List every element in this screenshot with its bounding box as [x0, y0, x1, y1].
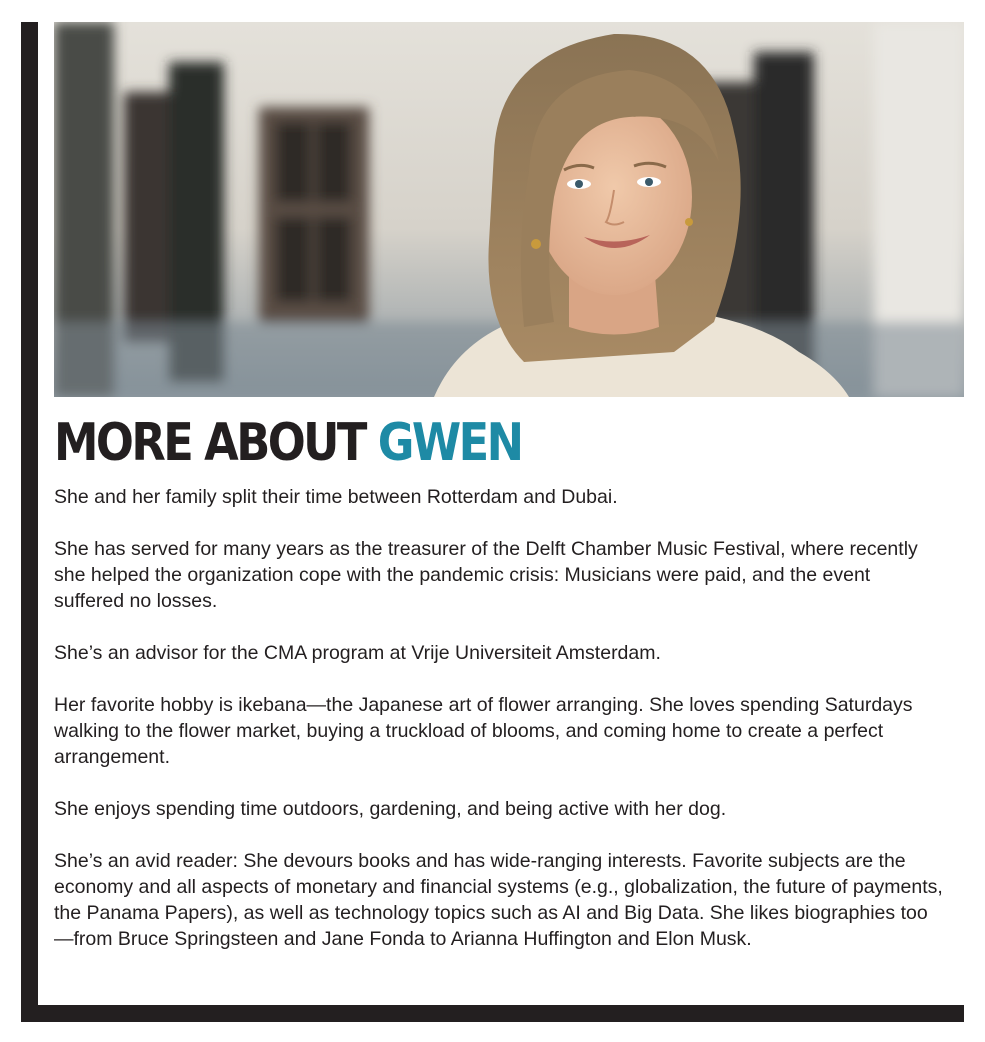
portrait-photo — [54, 22, 964, 397]
paragraph: She’s an avid reader: She devours books and has wide-ranging interests. Favorite subjects are the economy and all aspects of monetary and financial systems (e.g., globalization, the future of payments, the Panama Papers), as well as technology topics such as AI and Big Data. She likes biographies too—from Bruce Springsteen and Jane Fonda to Arianna Huffington and Elon Musk. — [54, 850, 943, 950]
paragraph: Her favorite hobby is ikebana—the Japanese art of flower arranging. She loves spending Saturdays walking to the flower market, buying a truckload of blooms, and coming home to create a perfect arrangement. — [54, 694, 913, 768]
paragraph: She has served for many years as the treasurer of the Delft Chamber Music Festival, where recently she helped the organization cope with the pandemic crisis: Musicians were paid, and the event suffered no losses. — [54, 538, 918, 612]
biography-text — [54, 484, 944, 978]
portrait-photo-illustration — [54, 22, 964, 397]
bottom-border-bar — [21, 1005, 964, 1022]
paragraph: She’s an advisor for the CMA program at Vrije Universiteit Amsterdam. — [54, 642, 661, 664]
left-border-bar — [21, 22, 38, 1022]
paragraph: She and her family split their time between Rotterdam and Dubai. — [54, 486, 618, 508]
section-heading — [54, 412, 521, 474]
paragraph: She enjoys spending time outdoors, gardening, and being active with her dog. — [54, 798, 727, 820]
heading-prefix: MORE ABOUT — [54, 413, 378, 473]
heading-name: GWEN — [377, 413, 522, 473]
